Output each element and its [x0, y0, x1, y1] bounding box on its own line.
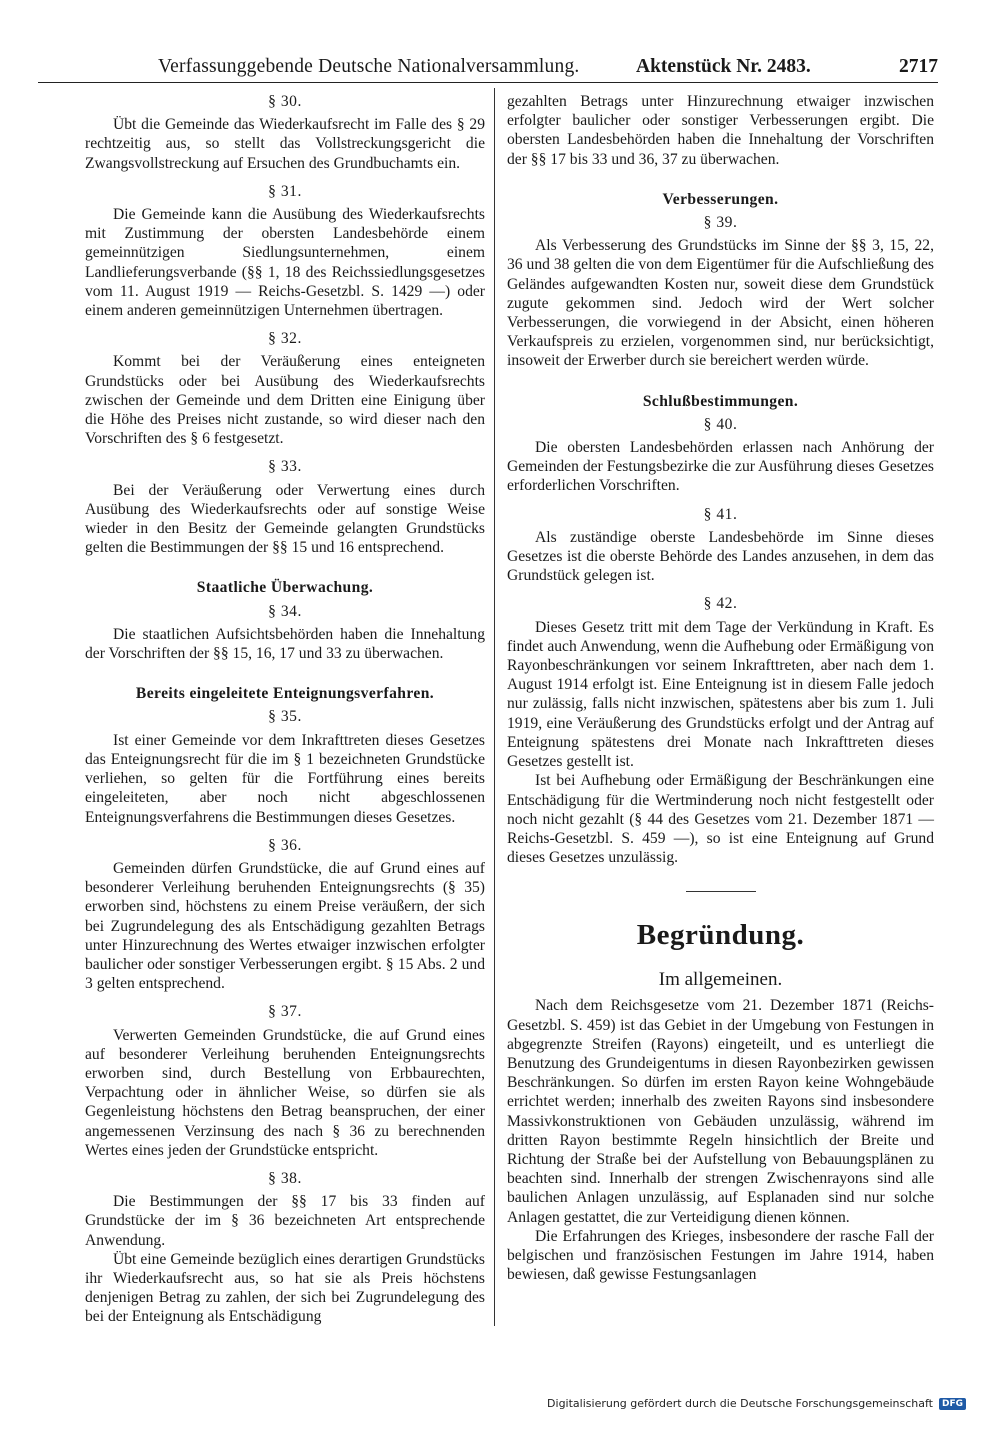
- page-number: 2717: [899, 56, 938, 77]
- section-32-number: § 32.: [268, 330, 302, 348]
- dfg-logo-icon: DFG: [939, 1398, 966, 1410]
- heading-staatliche-ueberwachung: Staatliche Überwachung.: [196, 579, 374, 597]
- section-33-number: § 33.: [268, 458, 302, 476]
- left-column: [85, 92, 485, 1327]
- section-34-number: § 34.: [268, 602, 302, 620]
- section-38-continuation: gezahlten Betrags unter Hinzurechnung etwaiger inzwischen erfolgter baulicher oder sonstiger Verbesserungen ergibt. Die obersten Landesbehörden haben die Innehaltung der Vorschriften der §§ 17 bis 33 und 36, 37 zu überwachen.: [507, 93, 934, 168]
- begruendung-paragraph-1: Nach dem Reichsgesetze vom 21. Dezember 1871 (Reichs-Gesetzbl. S. 459) ist das Gebiet in der Umgebung von Festungen in abgegrenzte Streifen (Rayons) eingeteilt, und es unterliegt die Benutzung des Grundeigentums in diesen Rayonbezirken gewissen Beschränkungen. So dürfen im ersten Rayon keine Wohngebäude errichtet werden; innerhalb des zweiten Rayons sind insbesondere Massivkonstruktionen von Gebäuden unzulässig, während im dritten Rayon bestimmte Regeln hinsichtlich der Breite und Richtung der Straße bei der Aufstellung von Bebauungsplänen zu beachten sind. Innerhalb der strengen Zwischenrayons sind alle baulichen Anlagen unzulässig, auf Esplanaden sind nur solche Anlagen gestattet, die zur Verteidigung dienen können.: [507, 997, 934, 1226]
- section-40-number: § 40.: [703, 415, 738, 433]
- section-34-text: Die staatlichen Aufsichtsbehörden haben die Innehaltung der Vorschriften der §§ 15, 16, 17 und 33 zu überwachen.: [85, 625, 485, 663]
- section-39-number: § 39.: [703, 214, 738, 232]
- document-number: Aktenstück Nr. 2483.: [636, 56, 811, 77]
- heading-verbesserungen: Verbesserungen.: [662, 190, 779, 208]
- section-35-text: Ist einer Gemeinde vor dem Inkrafttreten dieses Gesetzes das Enteignungsrecht für die im § 1 bezeichneten Grundstücke verliehen, so gelten für die Fortführung eines bereits eingeleiteten, aber noch nicht abgeschlossenen Enteignungsverfahrens die Bestimmungen dieses Gesetzes.: [85, 731, 485, 826]
- right-column: [507, 92, 934, 1284]
- section-37-text: Verwerten Gemeinden Grundstücke, die auf Grund eines auf besonderer Verleihung beruhenden Enteignungsrechts erworben sind, durch Bestellung von Erbbaurechten, Verpachtung oder in ähnlicher Weise, so dürfen sie als Gegenleistung höchstens den Betrag beanspruchen, der einer angemessenen Verzinsung des nach § 36 zu berechnenden Wertes eines jeden der Grundstücke entspricht.: [85, 1026, 485, 1159]
- heading-im-allgemeinen: Im allgemeinen.: [658, 969, 783, 991]
- section-36-text: Gemeinden dürfen Grundstücke, die auf Grund eines auf besonderer Verleihung beruhenden Enteignungsrechts (§ 35) erworben sind, höchstens zu einem Preise veräußern, der sich bei Zugrundelegung des als Entschädigung gezahlten Betrags unter Hinzurechnung des Wertes etwaiger inzwischen erfolgter baulicher oder sonstiger Verbesserungen ergibt. § 15 Abs. 2 und 3 gelten entsprechend.: [85, 859, 485, 993]
- publication-title: Verfassunggebende Deutsche Nationalversammlung.: [158, 56, 580, 77]
- separator-rule: [686, 891, 756, 892]
- section-38-text-1: Die Bestimmungen der §§ 17 bis 33 finden auf Grundstücke der im § 36 bezeichneten Art entsprechende Anwendung.: [85, 1193, 485, 1249]
- begruendung-paragraph-2: Die Erfahrungen des Krieges, insbesondere der rasche Fall der belgischen und französischen Festungen im Jahre 1914, haben bewiesen, daß gewisse Festungsanlagen: [507, 1227, 934, 1284]
- section-42-number: § 42.: [703, 595, 738, 613]
- section-31-number: § 31.: [268, 182, 302, 200]
- footer-credit: Digitalisierung gefördert durch die Deutsche Forschungsgemeinschaft: [547, 1397, 933, 1410]
- section-37-number: § 37.: [268, 1003, 302, 1021]
- section-31-text: Die Gemeinde kann die Ausübung des Wiederkaufsrechts mit Zustimmung der obersten Landesbehörde einem gemeinnützigen Siedlungsunternehmen, einem Landlieferungsverbande (§§ 1, 18 des Reichssiedlungsgesetzes vom 11. August 1919 — Reichs-Gesetzbl. S. 1429 —) oder einem anderen gemeinnützigen Unternehmen übertragen.: [85, 206, 485, 320]
- heading-begruendung: Begründung.: [636, 919, 805, 952]
- section-38-text-2: Übt eine Gemeinde bezüglich eines derartigen Grundstücks ihr Wiederkaufsrecht aus, so hat sie als Preis höchstens denjenigen Betrag zu zahlen, der sich bei Zugrundelegung des bei der Enteignung als Entschädigung: [85, 1250, 485, 1326]
- section-30-number: § 30.: [268, 93, 302, 110]
- section-39-text: Als Verbesserung des Grundstücks im Sinne der §§ 3, 15, 22, 36 und 38 gelten die von dem Eigentümer für die Aufschließung des Geländes aufgewandten Kosten nur, soweit diese dem Grundstück zugute gekommen sind. Jedoch wird der Wert solcher Verbesserungen, die vorwiegend in der Absicht, einen höheren Verkaufspreis zu erzielen, vorgenommen sind, nur berücksichtigt, insoweit der Erwerber durch sie bereichert werden würde.: [507, 237, 934, 370]
- section-30-text: Übt die Gemeinde das Wiederkaufsrecht im Falle des § 29 rechtzeitig aus, so stellt das Vollstreckungsgericht die Zwangsvollstreckung auf Ersuchen des Grundbuchamts ein.: [85, 116, 485, 172]
- heading-bereits-eingeleitete: Bereits eingeleitete Enteignungsverfahren.: [135, 685, 435, 703]
- section-36-number: § 36.: [268, 836, 302, 854]
- section-41-text: Als zuständige oberste Landesbehörde im Sinne dieses Gesetzes ist die oberste Behörde des Landes anzusehen, in dem das Grundstück gelegen ist.: [507, 528, 934, 585]
- section-38-number: § 38.: [268, 1169, 302, 1187]
- column-divider: [494, 88, 495, 1326]
- section-42-text-2: Ist bei Aufhebung oder Ermäßigung der Beschränkungen eine Entschädigung für die Wertminderung noch nicht festgestellt oder noch nicht gezahlt (§ 44 des Gesetzes vom 21. Dezember 1871 — Reichs-Gesetzbl. S. 459 —), so ist eine Enteignung auf Grund dieses Gesetzes unzulässig.: [507, 772, 934, 867]
- section-42-text-1: Dieses Gesetz tritt mit dem Tage der Verkündung in Kraft. Es findet auch Anwendung, wenn die Aufhebung oder Ermäßigung von Rayonbeschränkungen vor seinem Inkrafttreten, aber nach dem 1. August 1914 erfolgt ist. Eine Enteignung ist in diesem Falle jedoch nur zulässig, falls nicht inzwischen, spätestens aber bis zum 1. Juli 1919, eine Veräußerung des Grundstücks erfolgt und der Antrag auf Enteignung spätestens drei Monate nach Inkrafttreten dieses Gesetzes gestellt ist.: [507, 618, 934, 771]
- section-41-number: § 41.: [703, 505, 738, 523]
- section-32-text: Kommt bei der Veräußerung eines enteigneten Grundstücks oder bei Ausübung des Wiederkaufsrechts zwischen der Gemeinde und dem Dritten eine Einigung über die Höhe des Preises nicht zustande, so wird dieser nach den Vorschriften des § 6 festgesetzt.: [85, 353, 485, 448]
- section-35-number: § 35.: [268, 708, 302, 726]
- section-40-text: Die obersten Landesbehörden erlassen nach Anhörung der Gemeinden der Festungsbezirke die zur Ausführung dieses Gesetzes erforderlichen Vorschriften.: [507, 439, 934, 495]
- section-33-text: Bei der Veräußerung oder Verwertung eines durch Ausübung des Wiederkaufsrechts oder auf sonstige Weise wieder in den Besitz der Gemeinde gelangten Grundstücks gelten die Bestimmungen der §§ 15 und 16 entsprechend.: [85, 481, 485, 557]
- page-header: [38, 42, 938, 83]
- digitization-footer: [547, 1397, 966, 1410]
- heading-schlussbestimmungen: Schlußbestimmungen.: [642, 392, 799, 410]
